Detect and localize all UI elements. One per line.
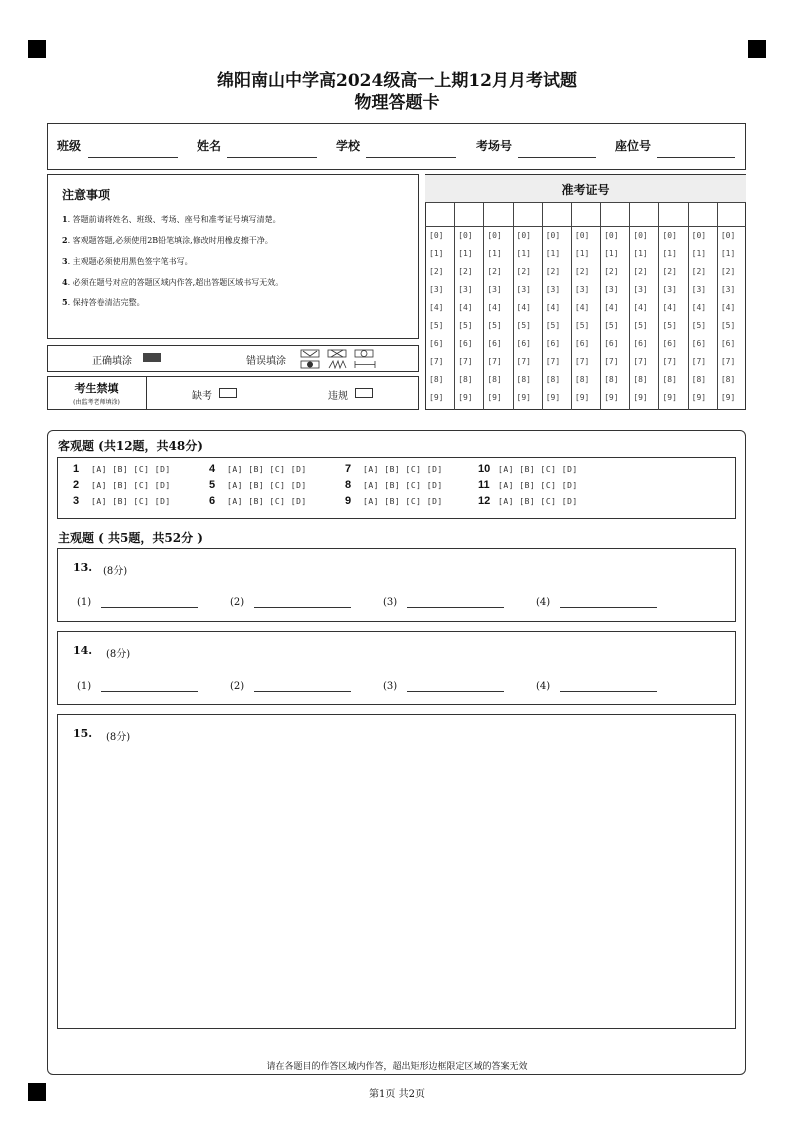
exam-id-bubble[interactable]: [9] <box>458 393 473 402</box>
objective-title: 客观题 (共12题，共48分) <box>58 439 203 453</box>
exam-id-bubble[interactable]: [2] <box>516 267 531 276</box>
exam-id-bubble[interactable]: [1] <box>516 249 531 258</box>
exam-id-bubble[interactable]: [1] <box>429 249 444 258</box>
exam-id-bubble[interactable]: [4] <box>545 303 561 312</box>
exam-id-bubble[interactable]: [7] <box>574 357 590 366</box>
objective-options[interactable]: [A] [B] [C] [D] <box>227 481 307 490</box>
subjective-title: 主观题 ( 共5题，共52分 ) <box>58 531 203 545</box>
objective-options[interactable]: [A] [B] [C] [D] <box>363 481 443 490</box>
q13-blank-2[interactable] <box>254 607 351 608</box>
exam-id-bubble[interactable]: [9] <box>487 393 502 402</box>
exam-id-bubble[interactable]: [9] <box>633 393 648 402</box>
objective-question-number: 6 <box>209 495 216 507</box>
exam-id-bubble[interactable]: [7] <box>545 357 561 366</box>
exam-id-bubble[interactable]: [3] <box>458 285 473 294</box>
exam-id-bubble[interactable]: [6] <box>545 339 561 348</box>
objective-question-number: 7 <box>345 463 352 475</box>
exam-id-bubble[interactable]: [3] <box>487 285 502 294</box>
question-13-box <box>57 548 736 622</box>
exam-id-bubble[interactable]: [0] <box>691 231 707 240</box>
objective-question-number: 4 <box>209 463 216 475</box>
exam-id-bubble[interactable]: [1] <box>487 249 502 258</box>
registration-mark-top-left <box>28 40 46 58</box>
objective-options[interactable]: [A] [B] [C] [D] <box>363 497 443 506</box>
exam-id-bubble[interactable]: [8] <box>487 375 502 384</box>
exam-id-bubble[interactable]: [8] <box>458 375 473 384</box>
exam-id-bubble[interactable]: [2] <box>633 267 648 276</box>
objective-question-number: 10 <box>478 463 491 475</box>
exam-id-bubble[interactable]: [5] <box>487 321 502 330</box>
objective-options[interactable]: [A] [B] [C] [D] <box>498 497 578 506</box>
exam-id-bubble[interactable]: [7] <box>429 357 444 366</box>
q14-blank-label-1: (1) <box>77 681 92 692</box>
exam-id-bubble[interactable]: [6] <box>633 339 648 348</box>
exam-id-bubble[interactable]: [5] <box>662 321 677 330</box>
registration-mark-top-right <box>748 40 766 58</box>
exam-id-bubble[interactable]: [1] <box>458 249 473 258</box>
exam-id-bubble[interactable]: [1] <box>604 249 619 258</box>
exam-id-bubble[interactable]: [2] <box>662 267 677 276</box>
objective-question-number: 5 <box>209 479 216 491</box>
exam-id-bubble[interactable]: [3] <box>545 285 561 294</box>
notice-title: 注意事项 <box>62 188 111 202</box>
page-title: 绵阳南山中学高2024级高一上期12月月考试题 <box>217 71 577 91</box>
q13-blank-label-1: (1) <box>77 597 92 608</box>
notice-item: 1. 答题前请将姓名、班级、考场、座号和准考证号填写清楚。 <box>62 214 281 224</box>
exam-id-bubble[interactable]: [6] <box>458 339 473 348</box>
class-field[interactable] <box>88 157 178 158</box>
exam-id-bubble[interactable]: [8] <box>429 375 444 384</box>
q13-blank-3[interactable] <box>407 607 504 608</box>
exam-id-bubble[interactable]: [2] <box>574 267 590 276</box>
exam-id-bubble[interactable]: [2] <box>429 267 444 276</box>
exam-id-bubble[interactable]: [4] <box>429 303 444 312</box>
exam-id-bubble[interactable]: [6] <box>429 339 444 348</box>
exam-id-bubble[interactable]: [5] <box>458 321 473 330</box>
exam-id-bubble[interactable]: [6] <box>516 339 531 348</box>
exam-id-bubble[interactable]: [0] <box>662 231 677 240</box>
class-label: 班级 <box>57 139 82 153</box>
objective-question-number: 12 <box>478 495 491 507</box>
q14-blank-label-3: (3) <box>383 681 398 692</box>
exam-id-bubble[interactable]: [8] <box>574 375 590 384</box>
absence-divider <box>146 376 147 410</box>
q14-blank-3[interactable] <box>407 691 504 692</box>
exam-id-bubble[interactable]: [7] <box>487 357 502 366</box>
objective-question-number: 9 <box>345 495 352 507</box>
objective-question-number: 2 <box>73 479 80 491</box>
seat-field[interactable] <box>657 157 735 158</box>
exam-id-bubble[interactable]: [3] <box>633 285 648 294</box>
exam-id-bubble[interactable]: [7] <box>458 357 473 366</box>
exam-id-bubble[interactable]: [2] <box>720 267 736 276</box>
exam-id-bubble[interactable]: [9] <box>429 393 444 402</box>
exam-id-bubble[interactable]: [8] <box>516 375 531 384</box>
exam-id-bubble[interactable]: [4] <box>487 303 502 312</box>
exam-id-bubble[interactable]: [7] <box>516 357 531 366</box>
exam-id-bubble[interactable]: [5] <box>720 321 736 330</box>
notice-item: 2. 客观题答题,必须使用2B铅笔填涂,修改时用橡皮擦干净。 <box>62 235 273 245</box>
exam-id-bubble[interactable]: [1] <box>574 249 590 258</box>
question-13-score: (8分) <box>103 566 128 577</box>
exam-id-bubble[interactable]: [7] <box>720 357 736 366</box>
exam-id-bubble[interactable]: [8] <box>545 375 561 384</box>
wrong-fill-icon <box>300 349 378 369</box>
exam-id-column-divider <box>600 202 601 410</box>
footer-note: 请在各题目的作答区域内作答，超出矩形边框限定区域的答案无效 <box>266 1062 528 1072</box>
exam-id-bubble[interactable]: [1] <box>662 249 677 258</box>
exam-id-bubble[interactable]: [2] <box>604 267 619 276</box>
question-15-score: (8分) <box>106 732 131 743</box>
exam-id-bubble[interactable]: [0] <box>429 231 444 240</box>
objective-options[interactable]: [A] [B] [C] [D] <box>363 465 443 474</box>
violation-checkbox[interactable] <box>355 388 373 398</box>
exam-id-bubble[interactable]: [4] <box>516 303 531 312</box>
name-field[interactable] <box>227 157 317 158</box>
exam-id-bubble[interactable]: [6] <box>662 339 677 348</box>
q14-blank-1[interactable] <box>101 691 198 692</box>
exam-id-column-divider <box>542 202 543 410</box>
q13-blank-label-4: (4) <box>536 597 551 608</box>
exam-id-bubble[interactable]: [5] <box>429 321 444 330</box>
exam-id-bubble[interactable]: [0] <box>633 231 648 240</box>
exam-id-bubble[interactable]: [4] <box>662 303 677 312</box>
exam-id-bubble[interactable]: [6] <box>691 339 707 348</box>
exam-id-bubble[interactable]: [0] <box>458 231 473 240</box>
absent-checkbox[interactable] <box>219 388 237 398</box>
notice-item: 5. 保持答卷清洁完整。 <box>62 297 145 307</box>
exam-id-bubble[interactable]: [3] <box>662 285 677 294</box>
exam-id-bubble[interactable]: [3] <box>691 285 707 294</box>
notice-item: 3. 主观题必须使用黑色签字笔书写。 <box>62 256 193 266</box>
seat-label: 座位号 <box>615 139 652 153</box>
exam-id-bubble[interactable]: [4] <box>604 303 619 312</box>
exam-id-bubble[interactable]: [6] <box>604 339 619 348</box>
exam-id-bubble[interactable]: [6] <box>720 339 736 348</box>
notice-item: 4. 必须在题号对应的答题区域内作答,超出答题区域书写无效。 <box>62 277 284 287</box>
exam-id-bubble[interactable]: [0] <box>720 231 736 240</box>
exam-id-column-divider <box>688 202 689 410</box>
exam-id-bubble[interactable]: [5] <box>633 321 648 330</box>
exam-id-bubble[interactable]: [9] <box>574 393 590 402</box>
question-14-score: (8分) <box>106 649 131 660</box>
objective-options[interactable]: [A] [B] [C] [D] <box>498 465 578 474</box>
exam-id-column-divider <box>717 202 718 410</box>
exam-id-column-divider <box>513 202 514 410</box>
page-subtitle: 物理答题卡 <box>354 93 440 113</box>
exam-id-bubble[interactable]: [4] <box>691 303 707 312</box>
exam-id-bubble[interactable]: [3] <box>720 285 736 294</box>
exam-id-divider <box>425 226 746 227</box>
exam-room-field[interactable] <box>518 157 596 158</box>
exam-id-bubble[interactable]: [0] <box>604 231 619 240</box>
exam-id-bubble[interactable]: [0] <box>574 231 590 240</box>
q14-blank-label-4: (4) <box>536 681 551 692</box>
exam-id-bubble[interactable]: [7] <box>604 357 619 366</box>
exam-id-bubble[interactable]: [6] <box>487 339 502 348</box>
exam-id-bubble[interactable]: [8] <box>691 375 707 384</box>
absence-title: 考生禁填 <box>74 382 119 395</box>
exam-id-bubble[interactable]: [9] <box>545 393 561 402</box>
exam-id-bubble[interactable]: [1] <box>691 249 707 258</box>
absent-label: 缺考 <box>192 391 212 402</box>
exam-id-bubble[interactable]: [8] <box>633 375 648 384</box>
objective-question-number: 11 <box>478 479 490 491</box>
objective-options[interactable]: [A] [B] [C] [D] <box>91 497 171 506</box>
objective-question-number: 1 <box>73 463 80 475</box>
exam-id-bubble[interactable]: [9] <box>604 393 619 402</box>
question-14-box <box>57 631 736 705</box>
correct-fill-icon <box>143 353 161 362</box>
exam-id-bubble[interactable]: [5] <box>574 321 590 330</box>
exam-id-bubble[interactable]: [2] <box>545 267 561 276</box>
exam-id-bubble[interactable]: [9] <box>516 393 531 402</box>
exam-id-title: 准考证号 <box>561 183 610 197</box>
exam-id-bubble[interactable]: [8] <box>720 375 736 384</box>
exam-id-bubble[interactable]: [5] <box>691 321 707 330</box>
exam-id-bubble[interactable]: [9] <box>662 393 677 402</box>
exam-id-bubble[interactable]: [5] <box>545 321 561 330</box>
correct-fill-label: 正确填涂 <box>92 356 132 367</box>
exam-id-bubble[interactable]: [4] <box>633 303 648 312</box>
exam-id-bubble[interactable]: [1] <box>545 249 561 258</box>
q14-blank-2[interactable] <box>254 691 351 692</box>
violation-label: 违规 <box>328 391 348 402</box>
exam-id-bubble[interactable]: [0] <box>487 231 502 240</box>
school-label: 学校 <box>336 139 361 153</box>
exam-id-bubble[interactable]: [0] <box>545 231 561 240</box>
exam-id-bubble[interactable]: [3] <box>604 285 619 294</box>
question-14-number: 14. <box>73 644 93 657</box>
exam-id-column-divider <box>571 202 572 410</box>
exam-id-bubble[interactable]: [7] <box>633 357 648 366</box>
exam-id-bubble[interactable]: [5] <box>516 321 531 330</box>
objective-options[interactable]: [A] [B] [C] [D] <box>227 465 307 474</box>
q13-blank-4[interactable] <box>560 607 657 608</box>
name-label: 姓名 <box>197 139 222 153</box>
exam-id-bubble[interactable]: [1] <box>720 249 736 258</box>
exam-id-bubble[interactable]: [5] <box>604 321 619 330</box>
q14-blank-4[interactable] <box>560 691 657 692</box>
objective-options[interactable]: [A] [B] [C] [D] <box>91 481 171 490</box>
q13-blank-label-3: (3) <box>383 597 398 608</box>
objective-options[interactable]: [A] [B] [C] [D] <box>91 465 171 474</box>
exam-id-bubble[interactable]: [0] <box>516 231 531 240</box>
q13-blank-label-2: (2) <box>230 597 245 608</box>
objective-question-number: 3 <box>73 495 80 507</box>
exam-id-column-divider <box>454 202 455 410</box>
exam-id-bubble[interactable]: [7] <box>691 357 707 366</box>
question-15-box[interactable] <box>57 714 736 1029</box>
exam-id-bubble[interactable]: [3] <box>429 285 444 294</box>
wrong-fill-label: 错误填涂 <box>246 356 286 367</box>
objective-options[interactable]: [A] [B] [C] [D] <box>498 481 578 490</box>
objective-question-number: 8 <box>345 479 352 491</box>
exam-room-label: 考场号 <box>476 139 513 153</box>
exam-id-bubble[interactable]: [4] <box>574 303 590 312</box>
exam-id-bubble[interactable]: [4] <box>458 303 473 312</box>
objective-options[interactable]: [A] [B] [C] [D] <box>227 497 307 506</box>
exam-id-column-divider <box>658 202 659 410</box>
exam-id-bubble[interactable]: [6] <box>574 339 590 348</box>
question-13-number: 13. <box>73 561 93 574</box>
q13-blank-1[interactable] <box>101 607 198 608</box>
absence-note: (由监考老师填涂) <box>73 399 120 406</box>
page-number: 第1页 共2页 <box>369 1089 425 1100</box>
exam-id-bubble[interactable]: [8] <box>662 375 677 384</box>
school-field[interactable] <box>366 157 456 158</box>
exam-id-bubble[interactable]: [4] <box>720 303 736 312</box>
question-15-number: 15. <box>73 727 93 740</box>
exam-id-column-divider <box>629 202 630 410</box>
exam-id-bubble[interactable]: [3] <box>574 285 590 294</box>
exam-id-column-divider <box>483 202 484 410</box>
exam-id-bubble[interactable]: [2] <box>487 267 502 276</box>
exam-id-bubble[interactable]: [2] <box>458 267 473 276</box>
exam-id-bubble[interactable]: [2] <box>691 267 707 276</box>
exam-id-bubble[interactable]: [1] <box>633 249 648 258</box>
exam-id-bubble[interactable]: [3] <box>516 285 531 294</box>
exam-id-bubble[interactable]: [7] <box>662 357 677 366</box>
exam-id-bubble[interactable]: [8] <box>604 375 619 384</box>
exam-id-bubble[interactable]: [9] <box>691 393 707 402</box>
exam-id-divider <box>425 202 746 203</box>
exam-id-bubble[interactable]: [9] <box>720 393 736 402</box>
q14-blank-label-2: (2) <box>230 681 245 692</box>
